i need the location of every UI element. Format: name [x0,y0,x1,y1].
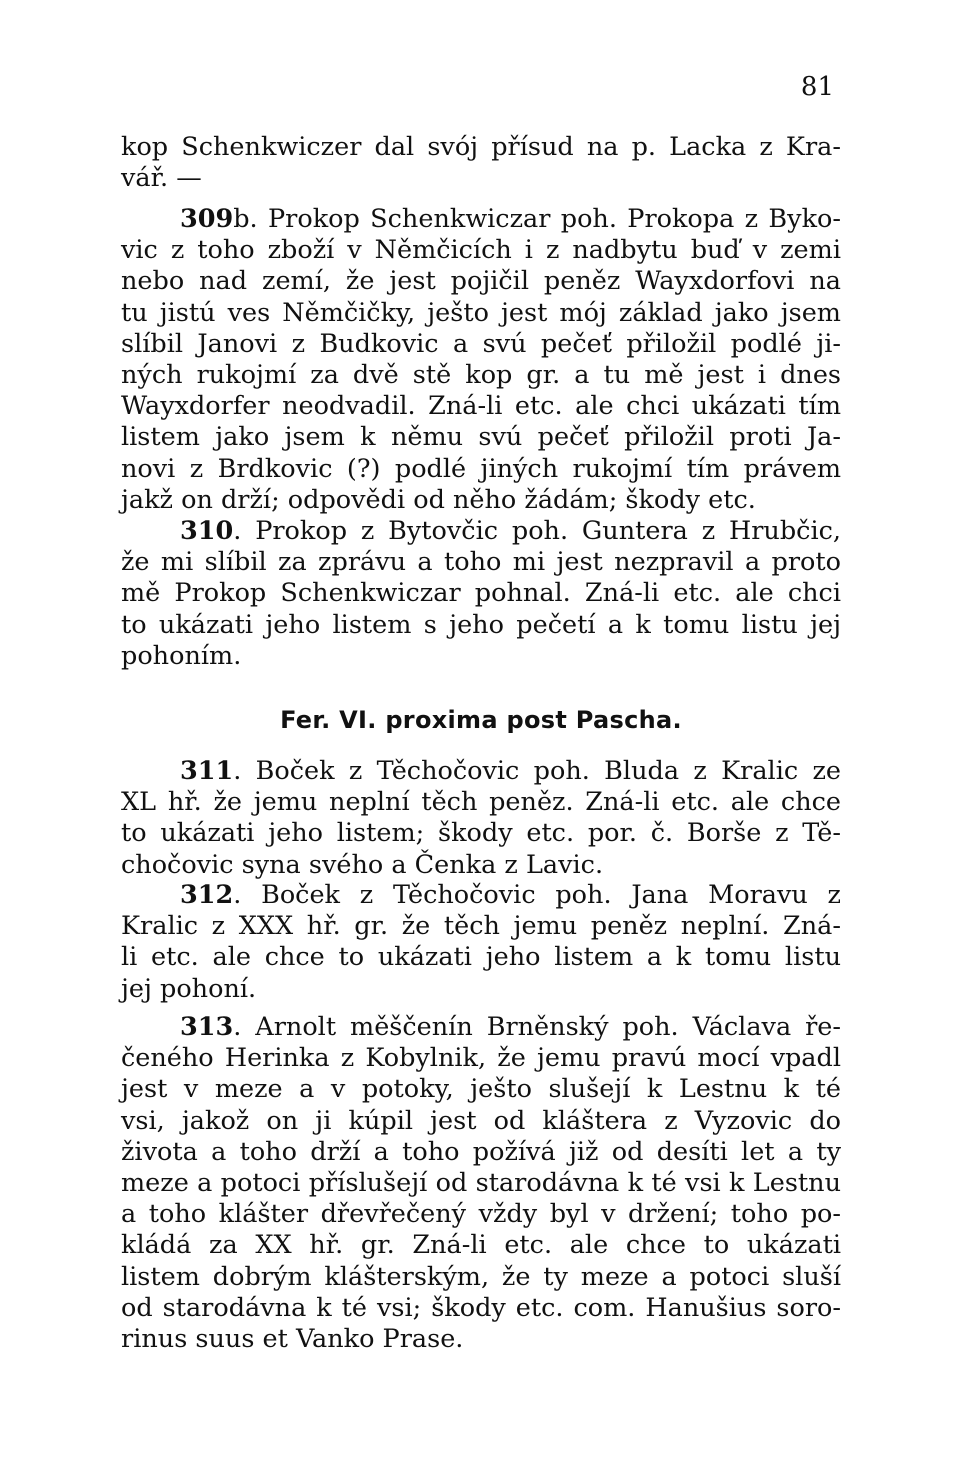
text-line: života a toho drží a toho požívá již od desíti let a ty [121,1136,841,1167]
entry-number: 311 [180,756,234,786]
text-line: to ukázati jeho listem s jeho pečetí a k tomu listu jej [121,609,841,640]
continuation-paragraph [121,132,841,194]
entry-313 [121,1012,841,1355]
text-line: čeného Herinka z Kobylnik, že jemu pravú mocí vpadl [121,1043,841,1074]
entry-312 [121,880,841,1005]
text-line: meze a potoci příslušejí od starodávna k té vsi k Lestnu [121,1168,841,1199]
entry-309b [121,204,841,516]
text-line: Wayxdorfer neodvadil. Zná-li etc. ale chci ukázati tím [121,391,841,422]
text-line: vář. — [121,163,202,194]
entry-first-line [121,1012,841,1043]
text-line: listem jako jsem k němu svú pečeť přiložil proti Ja- [121,422,841,453]
text-line: vsi, jakož on ji kúpil jest od kláštera z Vyzovic do [121,1105,841,1136]
entry-number: 310 [180,516,234,546]
text-line: Prokop Schenkwiczar poh. Prokopa z Byko- [257,204,841,234]
text-line: pohoním. [121,640,242,671]
text-line: mě Prokop Schenkwiczar pohnal. Zná-li etc. ale chci [121,578,841,609]
text-line: . Boček z Těchočovic poh. Bluda z Kralic ze [233,756,841,786]
text-line: ných rukojmí za dvě stě kop gr. a tu mě jest i dnes [121,360,841,391]
text-line: slíbil Janovi z Budkovic a svú pečeť přiložil podlé ji- [121,328,841,359]
text-line: a toho klášter dřevřečený vždy byl v držení; toho po- [121,1199,841,1230]
entry-first-line [121,756,841,787]
text-line: listem dobrým klášterským, že ty meze a potoci sluší [121,1261,841,1292]
entry-number: 309 [180,204,234,234]
page-number: 81 [800,72,834,102]
text-line: nebo nad zemí, že jest pojičil peněz Wayxdorfovi na [121,266,841,297]
text-line: novi z Brdkovic (?) podlé jiných rukojmí tím právem [121,453,841,484]
section-heading: Fer. VI. proxima post Pascha. [280,706,682,734]
text-line: li etc. ale chce to ukázati jeho listem a k tomu listu [121,942,841,973]
text-line: . Arnolt měščenín Brněnský poh. Václava ře- [233,1012,841,1042]
text-line: jej pohoní. [121,973,257,1004]
entry-number: 313 [180,1012,234,1042]
text-line: Kralic z XXX hř. gr. že těch jemu peněz neplní. Zná- [121,911,841,942]
text-line: vic z toho zboží v Němčicích i z nadbytu buď v zemi [121,235,841,266]
text-line: kládá za XX hř. gr. Zná-li etc. ale chce to ukázati [121,1230,841,1261]
text-line: jest v meze a v potoky, ješto slušejí k Lestnu k té [121,1074,841,1105]
text-line: že mi slíbil za zprávu a toho mi jest nezpravil a proto [121,547,841,578]
entry-first-line [121,204,841,235]
entry-first-line [121,880,841,911]
text-line: tu jistú ves Němčičky, ješto jest mój základ jako jsem [121,297,841,328]
text-line: rinus suus et Vanko Prase. [121,1324,464,1355]
entry-number-suffix: b. [233,204,258,234]
text-line: to ukázati jeho listem; škody etc. por. č. Borše z Tě- [121,818,841,849]
entry-first-line [121,516,841,547]
text-line: od starodávna k té vsi; škody etc. com. Hanušius soro- [121,1292,841,1323]
text-line: . Boček z Těchočovic poh. Jana Moravu z [233,880,841,910]
entry-number: 312 [180,880,234,910]
text-line: XL hř. že jemu neplní těch peněz. Zná-li etc. ale chce [121,787,841,818]
text-line: . Prokop z Bytovčic poh. Guntera z Hrubčic, [233,516,841,546]
text-line: kop Schenkwiczer dal svój přísud na p. Lacka z Kra- [121,132,841,162]
entry-311 [121,756,841,881]
text-line: jakž on drží; odpovědi od něho žádám; škody etc. [121,484,756,515]
entry-310 [121,516,841,672]
text-line: chočovic syna svého a Čenka z Lavic. [121,849,604,880]
